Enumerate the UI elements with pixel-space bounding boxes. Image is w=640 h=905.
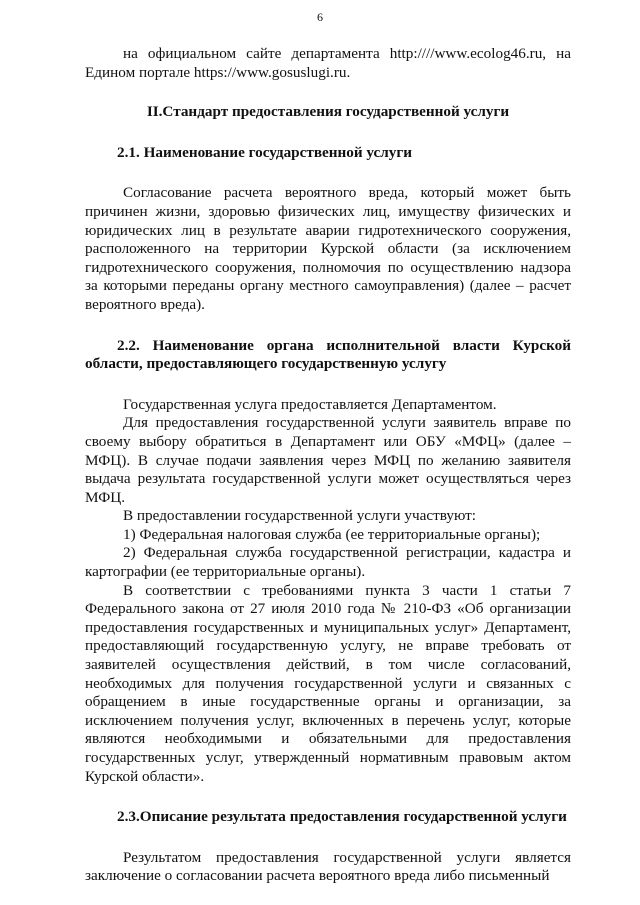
subsection-2-3-paragraph: Результатом предоставления государственной услуги является заключение о согласовании расчета вероятного вреда либо письменный xyxy=(85,848,571,885)
subsection-2-2-title: 2.2. Наименование органа исполнительной власти Курской области, предоставляющего государственную услугу xyxy=(85,336,571,373)
section-title: II.Стандарт предоставления государственной услуги xyxy=(146,103,510,121)
page-number: 6 xyxy=(317,10,323,24)
s22-paragraph-2: Для предоставления государственной услуги заявитель вправе по своему выбору обратиться в Департамент или ОБУ «МФЦ» (далее – МФЦ). В случае подачи заявления через МФЦ по желанию заявителя выдача результата государственной услуги может осуществляться через МФЦ. xyxy=(85,414,571,506)
s22-paragraph-3: В предоставлении государственной услуги участвуют: xyxy=(123,507,476,525)
s22-list-item-2: 2) Федеральная служба государственной регистрации, кадастра и картографии (ее территориальные органы). xyxy=(85,544,571,581)
s22-paragraph-1: Государственная услуга предоставляется Департаментом. xyxy=(123,395,497,413)
subsection-2-1-title: 2.1. Наименование государственной услуги xyxy=(117,143,413,161)
subsection-2-1-paragraph: Согласование расчета вероятного вреда, который может быть причинен жизни, здоровью физических лиц, имуществу физических и юридических лиц в результате аварии гидротехнического сооружения, расположенного на территории Курской области (за исключением гидротехнического сооружения, полномочия по осуществлению надзора за которыми переданы органу местного самоуправления) (далее – расчет вероятного вреда). xyxy=(85,184,571,313)
s22-paragraph-4: В соответствии с требованиями пункта 3 части 1 статьи 7 Федерального закона от 27 июля 2010 года № 210-ФЗ «Об организации предоставления государственных и муниципальных услуг» Департамент, предоставляющий государственную услугу, не вправе требовать от заявителей осуществления действий, в том числе согласований, необходимых для получения государственной услуги и связанных с обращением в иные государственные органы и организации, за исключением получения услуг, включенных в перечень услуг, которые являются необходимыми и обязательными для предоставления государственных услуг, утвержденный нормативным правовым актом Курской области». xyxy=(85,581,571,785)
page-content xyxy=(85,45,571,886)
s22-list-item-1: 1) Федеральная налоговая служба (ее территориальные органы); xyxy=(123,525,541,543)
subsection-2-3-title: 2.3.Описание результата предоставления государственной услуги xyxy=(117,808,567,826)
intro-paragraph: на официальном сайте департамента http:////www.ecolog46.ru, на Едином портале https://www.gosuslugi.ru. xyxy=(85,45,571,81)
